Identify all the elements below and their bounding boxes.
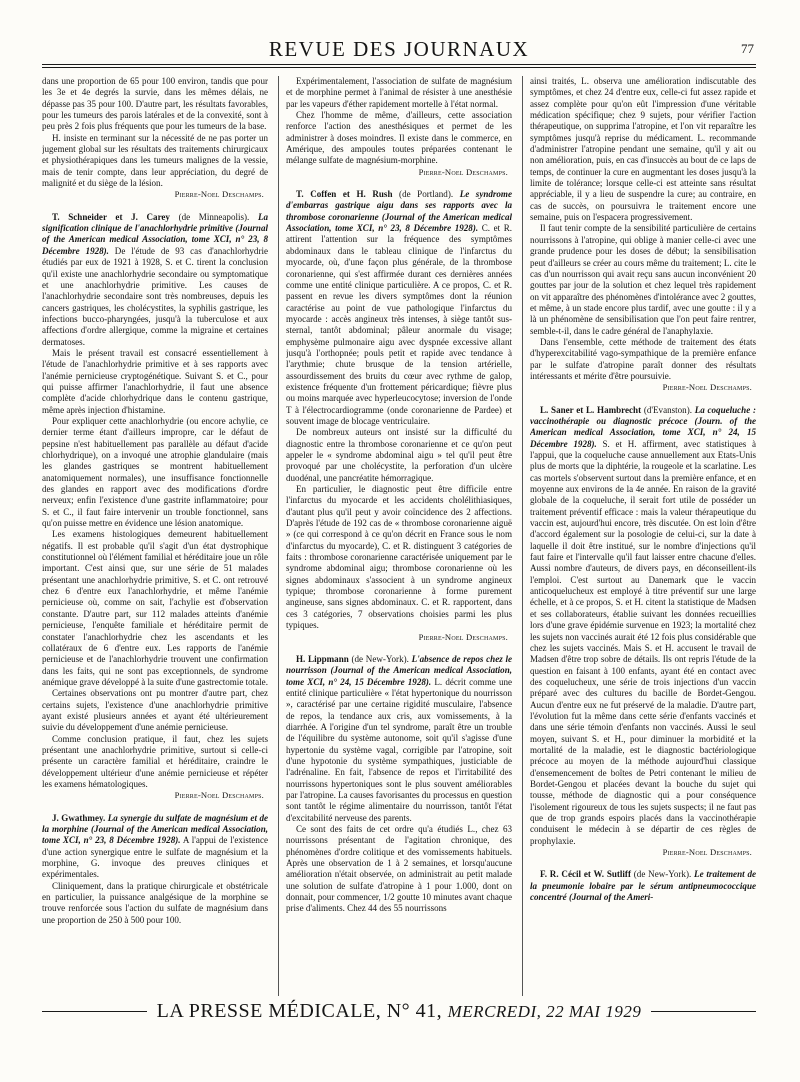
article-authors: T. Coffen et H. Rush [296,189,393,200]
footer-rule [651,1011,756,1012]
paragraph: ainsi traités, L. observa une amélioration indiscutable des symptômes, et chez 24 d'entre eux, celle-ci fut assez rapide et assez complète pour qu'on eût l'impression d'une véritable médication spécifique; chez 9 sujets, pour vérifier l'action thérapeutique, on supprima l'atropine, et l'on vit reparaître les symptômes jusqu'à reprise du médicament. L. recommande d'administrer l'atropine pendant une semaine, qu'il y ait ou non amélioration, puis, en cas d'insuccès au bout de ce laps de temps, de continuer la cure en augmentant les doses jusqu'à la limite de tolérance; lorsque celle-ci est atteinte sans résultat appréciable, il y a lieu de suspendre la cure; au contraire, en cas de succès, on poursuivra le traitement encore une semaine, puis on l'espacera progressivement. [530,76,756,223]
article-location: (de New-York). [630,869,695,880]
article-title: La signification clinique de l'anachlorhydrie primitive (Journal of the American medical Association, tome XCI, n° 23, 8 Décembre 1928). [42,211,268,256]
page-footer [42,998,756,1024]
article-continuation [42,76,268,201]
article-location: (de New-York). [348,653,412,664]
article-location: (d'Evanston). [641,404,695,415]
article-lead-text: A l'appui de l'existence d'une action synergique entre le sulfate de magnésium et la morphine, G. invoque des preuves cliniques et expérimentales. [42,835,268,880]
article-lead [530,869,756,903]
article-signature: Pierre-Noel Deschamps. [662,847,752,858]
page-number: 77 [741,41,754,56]
article-lead [286,654,512,824]
column-1 [42,76,268,996]
article-signature: Pierre-Noel Deschamps. [174,189,264,200]
article-continuation [286,76,512,178]
paragraph: Dans l'ensemble, cette méthode de traitement des états d'hyperexcitabilité vago-sympathique de la première enfance par le sulfate d'atropine paraît donner des résultats intéressants et mérite d'être poursuivie. [530,336,756,381]
article-signature: Pierre-Noel Deschamps. [174,790,264,801]
article-lead-text: L. décrit comme une entité clinique particulière « l'état hypertonique du nourrisson », caractérisé par une certaine rigidité musculaire, l'absence de repos, la tendance aux cris, aux vomissements, à la diarrhée. A l'origine d'un tel syndrome, paraît être un trouble de l'équilibre du système autonome, soit qu'il s'agisse d'une hypertonie du système vagal, corrigible par l'atropine, soit d'une hypotonie du système sympathiques, justiciable de l'adrénaline. En fait, l'absence de repos et l'irritabilité des nourrissons hypertoniques sont le plus souvent améliorables par l'atropine. La causes favorisantes du processus en question sont tantôt le régime alimentaire du nourrisson, tantôt l'état d'excitabilité nerveuse des parents. [286,676,512,823]
article-authors: L. Saner et L. Hambrecht [540,404,642,415]
article-lead [286,189,512,427]
paragraph: H. insiste en terminant sur la nécessité de ne pas porter un jugement global sur les résultats des traitements chirurgicaux et physiothérapiques dans les tumeurs malignes de la vessie, mais de tenir compte, dans leur appréciation, du degré de malignité et du siège de la lésion. [42,132,268,189]
footer-journal: LA PRESSE MÉDICALE, N° 41, [156,999,443,1022]
column-divider [522,76,523,996]
footer-publication [147,1000,652,1023]
journal-page [42,34,756,1054]
article-columns [42,76,756,996]
paragraph: Mais le présent travail est consacré essentiellement à l'étude de l'anachlorhydrie primitive et à ses rapports avec l'anémie pernicieuse cryptogénétique. Suivant S. et C., pour qui puisse affirmer l'anachlorhydrie, il faut une absence complète d'acide chlorhydrique dans le contenu gastrique, même après injection d'histamine. [42,347,268,415]
article-lead [42,813,268,881]
article-continuation [530,76,756,394]
article-lead-text: C. et R. attirent l'attention sur la fréquence des symptômes abdominaux dans le tableau clinique de l'infarctus du myocarde, où, d'une façon plus générale, de la thrombose coronarienne, qui s'est affirmée durant ces dernières années comme une entité clinique particulière. A ce propos, C. et R. passent en revue les divers symptômes dont la réunion caractérise au point de vue pathologique l'infarctus du myocarde : accès angineux très intenses, à siège tantôt sus-sternal, tantôt abdominal; pâleur anormale du visage; emphysème pulmonaire aigu avec dyspnée excessive allant jusqu'à l'orthopnée; pouls petit et rapide avec tendance à l'arythmie; chute brusque de la tension artérielle, assourdissement des bruits du cœur avec rythme de galop, existence fréquente d'un frottement péricardique; fièvre plus ou moins marquée avec hyperleucocytose; inversion de l'onde T à l'électrocardiogramme (onde coronarienne de Pardee) et souvent image de blocage ventriculaire. [286,223,512,426]
column-2 [286,76,512,996]
footer-rule [42,1011,147,1012]
article-title: La coqueluche : vaccinothérapie ou diagnostic précoce (Journ. of the American medical Association, tome XCI, n° 24, 15 Décembre 1928). [530,404,756,449]
article-authors: H. Lippmann [296,653,349,664]
paragraph: De nombreux auteurs ont insisté sur la difficulté du diagnostic entre la thrombose coronarienne et ce qu'on peut appeler le « syndrome abdominal aigu » tel qu'il peut être provoqué par une cholécystite, la perforation d'un ulcère duodénal, une pancréatite hémorragique. [286,427,512,483]
paragraph: Certaines observations ont pu montrer d'autre part, chez certains sujets, l'existence d'une anachlorhydrie primitive ayant existé plusieurs années et ayant été ultérieurement suivie du développement d'une anémie pernicieuse. [42,688,268,733]
column-divider [278,76,279,996]
article-lead [42,212,268,348]
article-magnesium-morphine [42,813,268,926]
paragraph: Comme conclusion pratique, il faut, chez les sujets présentant une anachlorhydrie primitive, surtout si celle-ci présente un caractère familial et héréditaire, craindre le développement ultérieur d'une anémie pernicieuse et répéter les examens hématologiques. [42,733,268,789]
article-title: Le traitement de la pneumonie lobaire par le sérum antipneumococcique concentré (Journal of the Ameri- [530,869,756,903]
article-embarras-gastrique [286,189,512,643]
article-signature: Pierre-Noel Deschamps. [418,166,508,177]
article-pneumonie [530,869,756,903]
article-authors: J. Gwathmey. [52,812,106,823]
column-3 [530,76,756,996]
article-location: (de Portland). [392,189,460,200]
header-rule-thin [42,67,756,68]
article-title: L'absence de repos chez le nourrisson (Journal of the American medical Association, tome XCI, n° 24, 15 Décembre 1928). [286,653,512,687]
article-coqueluche [530,405,756,859]
article-lead-text: S. et H. affirment, avec statistiques à l'appui, que la coqueluche cause annuellement aux Etats-Unis plus de morts que la diphtérie, la rougeole et la scarlatine. Les cas mortels s'observent surtout dans la première enfance, et en moyenne aux environs de la 4e année. En raison de la gravité globale de la coqueluche, il serait fort utile de posséder un traitement préventif efficace : mais la valeur thérapeutique du vaccin est, aujourd'hui encore, très discutée. On est loin d'être d'accord également sur la posologie de celui-ci, sur la date à laquelle il doit être institué, sur le nombre d'injections qu'il faut faire et l'intervalle qu'il faut laisser entre chacune d'elles. Aussi nombre d'auteurs, de divers pays, en déconseillent-ils l'emploi. C'est surtout au Danemark que le vaccin anticoquelucheux est employé à titre préventif sur une large échelle, et à ce propos, S. et H. citent la statistique de Madsen et ses collaborateurs, établie suivant les données recueillies lors d'une grave épidémie survenue en 1923; la mortalité chez les sujets non vaccinés aurait été 12 fois plus considérable que chez les sujets vaccinés. Mais S. et H. accusent le travail de Madsen d'être trop sobre de détails. Ils ont repris l'étude de la question en faisant à 100 enfants, ayant été en contact avec des coquelucheux, une série de trois injections d'un vaccin préparé avec des cultures du bacille de Bordet-Gengou. Aucun d'entre eux ne fut préservé de la maladie. D'autre part, l'évolution fut la même dans cette série d'enfants vaccinés et dans une série témoin d'enfants non vaccinés. Aussi le seul moyen, suivant S. et H., pour diminuer la morbidité et la mortalité de la maladie, est le diagnostic bactériologique précoce au moyen de la méthode aujourd'hui classique d'ensemencement de boîtes de Petri contenant le milieu de Bordet-Gengou et placées devant la bouche du sujet qui tousse, méthode de diagnostic qui a pour conséquence l'isolement rigoureux de tous les sujets suspects; il ne faut pas que de trop grands espoirs placés dans la vaccinothérapie conduisent le médecin à se départir de ces règles de prophylaxie. [530,438,756,846]
article-authors: F. R. Cécil et W. Sutliff [540,869,631,880]
paragraph: Il faut tenir compte de la sensibilité particulière de certains nourrissons à l'atropine, qui oblige à manier celle-ci avec une grande prudence pour les doses de début; la sensibilisation peut d'ailleurs se créer au cours même du traitement; L. cite le cas d'un nourrisson qui avait reçu sans aucun inconvénient 20 gouttes par jour de la solution et chez lequel très rapidement on vit apparaître des phénomènes d'intolérance avec 2 gouttes, et même, à un stade encore plus tardif, avec une goutte : il y a là un phénomène de sensibilisation que l'on peut faire rentrer, semble-t-il, dans le cadre général de l'anaphylaxie. [530,223,756,336]
paragraph: Chez l'homme de même, d'ailleurs, cette association renforce l'action des anesthésiques et permet de les administrer à doses moindres. Il existe dans le commerce, en Amérique, des ampoules toutes préparées contenant le mélange sulfate de magnésium-morphine. [286,110,512,166]
article-repos-nourrisson [286,654,512,915]
paragraph: Les examens histologiques demeurent habituellement négatifs. Il est probable qu'il s'agit d'un état dystrophique constitutionnel où l'élément familial et héréditaire joue un rôle important. C'est ainsi que, sur une série de 51 malades présentant une anachlorhydrie primitive, S. et C. ont retrouvé chez 6 d'entre eux l'anachlorhydrie, et même l'anémie pernicieuse où, comme on sait, l'achylie est d'observation constante. D'autre part, sur 112 malades atteints d'anémie pernicieuse, l'enquête familiale et héréditaire permit de constater l'anachlorhydrie chez les ascendants et les collatéraux de 6 d'entre eux. Les rapports de l'anémie pernicieuse et de l'anachlorhydrie trouvent une confirmation dans les faits, qui ne sont pas exceptionnels, de syndrome anémique grave développé à la suite d'une gastrectomie totale. [42,529,268,687]
paragraph: Ce sont des faits de cet ordre qu'a étudiés L., chez 63 nourrissons présentant de l'agitation chronique, des phénomènes d'ordre colitique et des vomissements habituels. Après une observation de 1 à 2 semaines, et lorsqu'aucune amélioration n'était observée, on administrait au petit malade une solution de sulfate d'atropine à 1 pour 1.000, dont on donnait, pour commencer, 1/2 goutte 10 minutes avant chaque prise d'aliments. Chez 44 des 55 nourrissons [286,824,512,914]
article-signature: Pierre-Noel Deschamps. [418,631,508,642]
article-anachlorhydrie [42,212,268,802]
article-lead-text: De l'étude de 93 cas d'anachlorhydrie étudiés par eux de 1921 à 1928, S. et C. tirent la conclusion qu'il existe une anachlorhydrie secondaire ou symptomatique et une anachlorhydrie primitive. Les causes de l'anachlorhydrie secondaire sont très nombreuses, depuis les cancers gastriques, les cholécystites, la syphilis gastrique, les infections bucco-pharyngées, jusqu'à la tuberculose et aux affections d'ordre allergique, comme la migraine et certaines dermatoses. [42,245,268,347]
article-signature: Pierre-Noel Deschamps. [662,382,752,393]
article-authors: T. Schneider et J. Carey [52,211,170,222]
journal-section-title: REVUE DES JOURNAUX [268,37,530,61]
paragraph: dans une proportion de 65 pour 100 environ, tandis que pour les 3e et 4e degrés la survie, dans les mêmes délais, ne dépasse pas 35 pour 100. D'autre part, les résultats favorables, pour les tumeurs des parois latérales et de la convexité, sont à peu près 2 fois plus fréquents que pour les tumeurs de la base. [42,76,268,132]
footer-date: MERCREDI, 22 MAI 1929 [447,1001,642,1021]
page-header [42,34,756,64]
paragraph: Expérimentalement, l'association de sulfate de magnésium et de morphine permet à l'animal de résister à une anesthésie par les vapeurs d'éther rapidement mortelle à l'état normal. [286,76,512,109]
header-rule [42,64,756,65]
paragraph: En particulier, le diagnostic peut être difficile entre l'infarctus du myocarde et les accidents cholélithiasiques, d'autant plus qu'il peut y avoir coïncidence des 2 affections. D'après l'étude de 192 cas de « thrombose coronarienne aiguë » (ce qui correspond à ce qu'on décrit en France sous le nom d'infarctus du myocarde), C. et R. distinguent 3 catégories de faits : thrombose coronarienne caractérisée uniquement par le syndrome abdominal aigu; thrombose coronarienne où les signes abdominaux s'associent à un syndrome angineux typique; thrombose coronarienne à forme purement angineuse, sans signes abdominaux. C. et R. rapportent, dans ces 3 catégories, 7 observations choisies parmi les plus typiques. [286,484,512,631]
paragraph: Pour expliquer cette anachlorhydrie (ou encore achylie, ce dernier terme étant d'ailleurs impropre, car le défaut de pepsine n'est habituellement pas parallèle au défaut d'acide chlorhydrique), on a invoqué une atrophie glandulaire (mais les glandes gastriques se montrent habituellement anatomiquement normales), une insuffisance fonctionnelle des glandes en rapport avec des modifications d'ordre nerveux; enfin l'existence d'une gastrite inflammatoire; pour S. et C., il faut faire intervenir un trouble fonctionnel, sans qu'on puisse mettre en évidence une lésion anatomique. [42,415,268,529]
article-lead [530,405,756,847]
article-title: Le syndrome d'embarras gastrique aigu dans ses rapports avec la thrombose coronarienne (Journal of the American medical Association, tome XCI, n° 23, 8 Décembre 1928). [286,189,512,234]
article-title: La synergie du sulfate de magnésium et de la morphine (Journal of the American medical Association, tome XCI, n° 23, 8 Décembre 1928). [42,812,268,846]
paragraph: Cliniquement, dans la pratique chirurgicale et obstétricale en particulier, la puissance analgésique de la morphine se trouve renforcée sous l'action du sulfate de magnésium dans une proportion de 250 à 500 pour 100. [42,880,268,925]
article-location: (de Minneapolis). [169,211,258,222]
